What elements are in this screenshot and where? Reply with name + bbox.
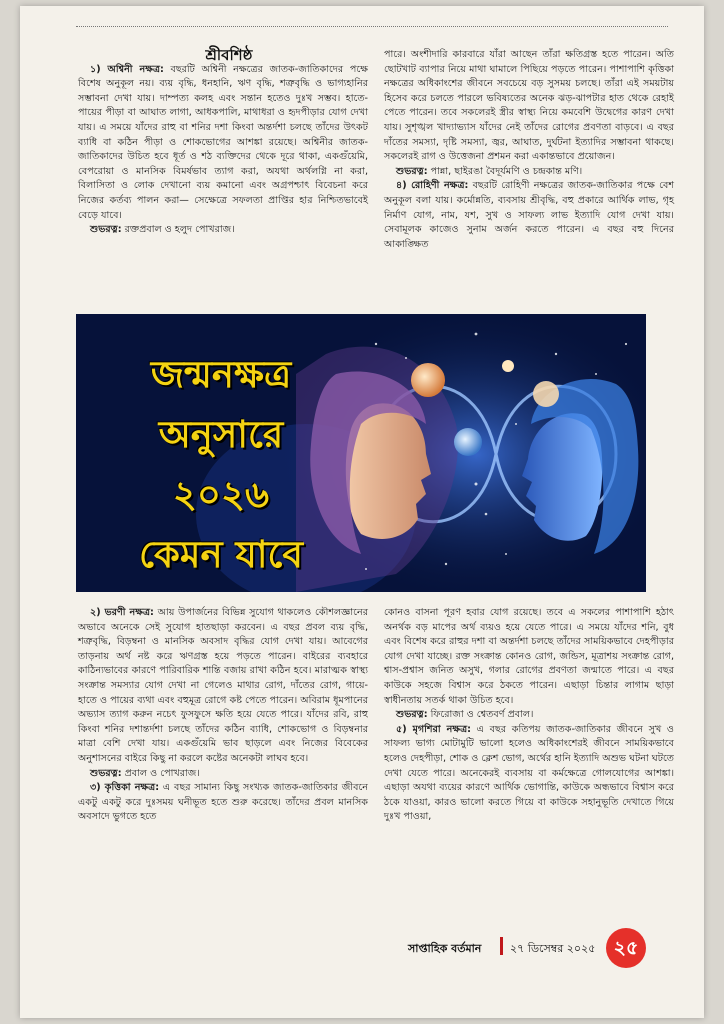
- column-top-left: [78, 48, 368, 238]
- banner-line-2: অনুসারে: [158, 412, 284, 456]
- mrigashira-paragraph: ৫) মৃগশিরা নক্ষত্র: এ বছর কতিপয় জাতক-জাতিকার জীবনে সুখ ও সাফল্য ভাগ্য মোটামুটি ভালো হলেও অধিকাংশেরই জীবনে সাময়িকভাবে হলেও দেহপীড়া, শোক ও ক্লেশ ভোগ, অর্থের হানি ইত্যাদি অশুভ ঘটনা ঘটতে দেখা যেতে পারে। অনেকেরই ব্যবসায় বা কর্মক্ষেত্রে গোলযোগের আশঙ্কা। এছাড়া অযথা ব্যয়ের কারণে আর্থিক ভোগান্তি, কাউকে অন্ধভাবে বিশ্বাস করে ঠকে যাওয়া, কারও ভালো করতে গিয়ে বা কাউকে সহানুভূতি দেখাতে গিয়ে দুঃখ পাওয়া,: [384, 723, 674, 823]
- top-divider: [76, 26, 668, 27]
- bharani-gem-line: শুভরত্ন: প্রবাল ও পোখরাজ।: [90, 767, 200, 779]
- page-footer: [360, 932, 660, 966]
- banner-line-3: ২০২৬: [172, 472, 270, 516]
- magazine-name: সাপ্তাহিক বর্তমান: [408, 942, 482, 955]
- section-heading: শ্রীবশিষ্ঠ: [205, 46, 253, 64]
- krittika-paragraph: ৩) কৃত্তিকা নক্ষত্র: এ বছর সামান্য কিছু সংখ্যক জাতক-জাতিকার জীবনে একটু একটু করে দুঃসময় ঘনীভূত হতে শুরু করেছে। তাঁদের প্রবল মানসিক অবসাদে ভুগতে হতে: [78, 782, 368, 823]
- column-bottom-right: [384, 606, 674, 825]
- banner-line-1: জন্মনক্ষত্র: [150, 352, 292, 396]
- ashwini-paragraph: ১) অশ্বিনী নক্ষত্র: বছরটি অশ্বিনী নক্ষত্রের জাতক-জাতিকাদের পক্ষে বিশেষ অনুকূল নয়। ব্যয় বৃদ্ধি, ধনহানি, ঋণ বৃদ্ধি, শত্রুবৃদ্ধি ও ভাগ্যহানির সম্ভাবনা দেখা যায়। দাম্পত্য কলহ এবং সন্তান হতেও দুঃখ সম্ভব। হাতে-পায়ের পীড়া বা আঘাত লাগা, আধকপালি, মাথাধরা ও হৃদপীড়ার যোগ দেখা যায়। এ সময়ে যাঁদের রাহু বা শনির দশা কিংবা অন্তর্দশা চলছে তাঁদের উৎকট ব্যাধি বা কঠিন পীড়া ও শোকভোগের আশঙ্কা রয়েছে। অশ্বিনীর জাতক-জাতিকাদের উচিত হবে ধূর্ত ও শঠ ব্যক্তিদের থেকে দূরে থাকা, একগুঁয়েমি, বেপরোয়া ও মানসিক বিমর্ষভাব ত্যাগ করা, অযথা অর্থলগ্নি না করা, বিলাসিতা ও লোক দেখানো ব্যয় কমানো এবং অগ্রপশ্চাৎ বিবেচনা করে নিজের কর্তব্য পালন করা— সেক্ষেত্রে সফলতা প্রাপ্তির হার নিশ্চিতভাবেই বেড়ে যাবে।: [78, 63, 368, 221]
- footer-separator: [500, 937, 503, 955]
- banner-title: [86, 344, 356, 584]
- rohini-paragraph: ৪) রোহিণী নক্ষত্র: বছরটি রোহিণী নক্ষত্রের জাতক-জাতিকার পক্ষে বেশ অনুকূল বলা যায়। কর্মোন্নতি, ব্যবসায় শ্রীবৃদ্ধি, বহু প্রকারে আর্থিক লাভ, গৃহ নির্মাণ যোগ, নাম, যশ, সুখ ও সাফল্য লাভ ইত্যাদি যোগ দেখা যায়। সেবামূলক কাজেও সুনাম অর্জন করতে পারেন। এ বছর বহু দিনের আকাঙ্ক্ষিত: [384, 180, 674, 250]
- page-number-badge: ২৫: [606, 928, 646, 968]
- krittika-gem-line: শুভরত্ন: পান্না, ছাইরঙা বৈদূর্যমণি ও চন্দ্রকান্ত মণি।: [396, 165, 583, 177]
- column-top-right: [384, 48, 674, 252]
- rohini-continued-paragraph: কোনও বাসনা পূরণ হবার যোগ রয়েছে। তবে এ সকলের পাশাপাশি হঠাৎ অনর্থক বড় মাপের অর্থ ব্যয়ও হয়ে যেতে পারে। এ সময়ে যাঁদের শনি, বুধ এবং বিশেষ করে রাহুর দশা বা অন্তর্দশা চলছে তাঁদের সাময়িকভাবে দেহপীড়ার যোগ দেখা যাচ্ছে। রক্ত সংক্রান্ত কোনও রোগ, জন্ডিস, মূত্রাশয় সংক্রান্ত রোগ, শ্বাস-প্রশ্বাস জনিত অসুখ, গলার রোগের প্রবণতা জন্মাতে পারে। এ বছর কাউকে সহজে বিশ্বাস করে ঠকতে পারেন। এছাড়া চিন্তার লাগাম ছাড়া স্বাধীনতায় সতর্ক থাকা উচিত হবে।: [384, 607, 674, 706]
- feature-banner: [76, 314, 646, 592]
- planet-right: [533, 381, 559, 407]
- planet-small: [502, 360, 514, 372]
- rohini-gem-line: শুভরত্ন: ফিরোজা ও শ্বেতবর্ণ প্রবাল।: [396, 709, 534, 721]
- blue-moon: [454, 428, 482, 456]
- banner-line-4: কেমন যাবে: [139, 532, 303, 576]
- orange-moon: [411, 363, 445, 397]
- bharani-paragraph: ২) ভরণী নক্ষত্র: আয় উপার্জনের বিভিন্ন সুযোগ থাকলেও কৌশলজ্ঞানের অভাবে অনেকে সেই সুযোগ হাতছাড়া করবেন। এ বছর প্রবল ব্যয় বৃদ্ধি, শত্রুবৃদ্ধি, বিড়ম্বনা ও মানসিক অবসাদ বৃদ্ধির যোগ দেখা যায়। আবেগের তাড়নায় অর্থ নষ্ট করে ঋণগ্রস্ত হয়ে পড়তে পারেন। বাইরের ব্যবহারে কাঠিন্যভাবের কারণে পারিবারিক শান্তি বজায় রাখা কঠিন হবে। মারাত্মক স্বাস্থ্য সংক্রান্ত সমস্যার যোগ দেখা না গেলেও মাথার রোগ, দাঁতের রোগ, গায়ে-হাতে ও পায়ের ব্যথা এবং বহুমূত্র রোগে কষ্ট পেতে পারেন। অবিরাম ধূমপানের অভ্যাস ত্যাগ করুন নচেৎ ফুসফুসে ক্ষতি হয়ে যেতে পারে। যাঁদের রবি, রাহু কিংবা শনির দশান্তর্দশা চলছে তাঁদের কঠিন ব্যাধি, শোকভোগ ও বিড়ম্বনার মাত্রা বেশি দেখা যায়। একগুঁয়েমি ভাব ছাড়লে এবং নিজের বিবেকের অনুশাসনের বাইরে কিছু না করলে কষ্টের অনেকটা লাঘব হবে।: [78, 607, 368, 764]
- column-bottom-left: [78, 606, 368, 825]
- krittika-continued-paragraph: পারে। অংশীদারি কারবারে যাঁরা আছেন তাঁরা ক্ষতিগ্রস্ত হতে পারেন। অতি ছোটখাট ব্যাপার নিয়ে মাথা ঘামালে পিছিয়ে পড়তে পারেন। পাশাপাশি কৃত্তিকা নক্ষত্রের অধিকাংশের জীবনে সবচেয়ে বড় সুসময় চলছে। তাঁরা এই সময়টায় হিসেব করে চলতে পারলে ভবিষ্যতের অনেক ঝড়-ঝাপটার হাত থেকে রেহাই পেতে পারেন। তবে সকলেরই স্ত্রীর স্বাস্থ্য নিয়ে কমবেশি উদ্বেগের কারণ দেখা যায়। সুশৃঙ্খল খাদ্যাভ্যাস যাঁদের নেই তাঁদের রোগের প্রবণতা বাড়বে। এ বছর দাঁতের সমস্যা, দৃষ্টি সমস্যা, জ্বর, আঘাত, দুর্ঘটনা ইত্যাদির সম্ভাবনা থাকছে। সকলেরই রাগ ও উত্তেজনা প্রশমন করা একান্তভাবে প্রয়োজন।: [384, 49, 674, 163]
- issue-date: ২৭ ডিসেম্বর ২০২৫: [510, 942, 596, 955]
- ashwini-gem-line: শুভরত্ন: রক্তপ্রবাল ও হলুদ পোখরাজ।: [90, 224, 235, 236]
